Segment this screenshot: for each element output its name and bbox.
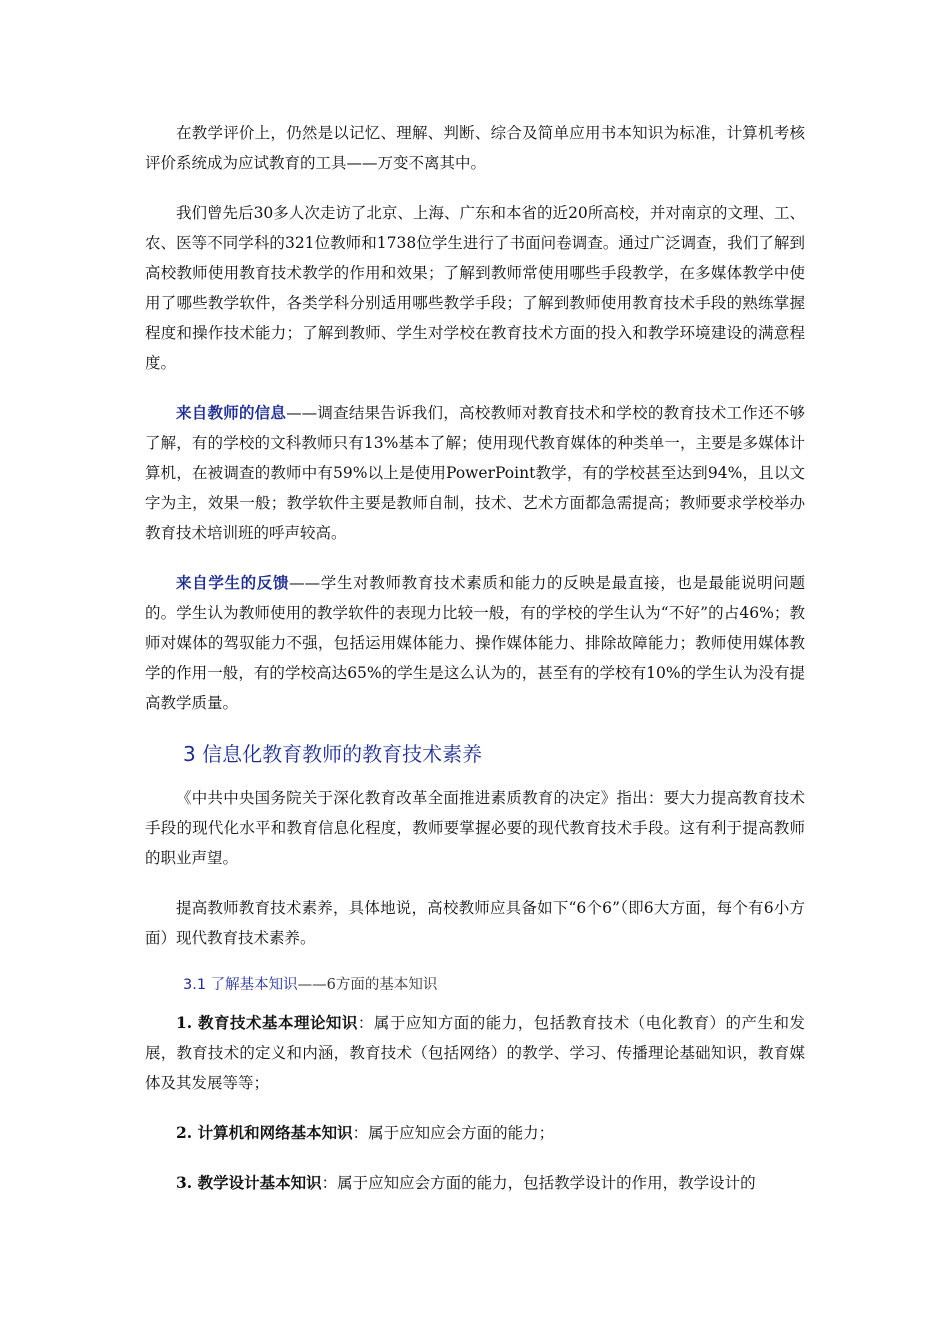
teacher-info-text: ——调查结果告诉我们，高校教师对教育技术和学校的教育技术工作还不够了解，有的学校的文科教师只有13%基本了解；使用现代教育媒体的种类单一，主要是多媒体计算机，在被调查的教师中有59%以上是使用PowerPoint教学，有的学校甚至达到94%，且以文字为主，效果一般；教学软件主要是教师自制，技术、艺术方面都急需提高；教师要求学校举办教育技术培训班的呼声较高。 xyxy=(145,404,805,542)
teacher-info-lead: 来自教师的信息 xyxy=(176,403,287,422)
list-item-2-lead: 2. 计算机和网络基本知识 xyxy=(176,1123,353,1142)
list-item-2 xyxy=(145,1118,805,1148)
paragraph-evaluation: 在教学评价上，仍然是以记忆、理解、判断、综合及简单应用书本知识为标准，计算机考核评价系统成为应试教育的工具——万变不离其中。 xyxy=(145,124,805,172)
paragraph-six-sixes: 提高教师教育技术素养，具体地说，高校教师应具备如下“6个6”（即6大方面，每个有6小方面）现代教育技术素养。 xyxy=(145,899,805,947)
paragraph-decision: 《中共中央国务院关于深化教育改革全面推进素质教育的决定》指出：要大力提高教育技术手段的现代化水平和教育信息化程度，教师要掌握必要的现代教育技术手段。这有利于提高教师的职业声望。 xyxy=(145,789,805,867)
list-item-2-text: ：属于应知应会方面的能力； xyxy=(352,1124,555,1142)
document-body xyxy=(145,118,805,1198)
list-item-1 xyxy=(145,1008,805,1098)
section-3-heading: 3 信息化教育教师的教育技术素养 xyxy=(183,742,483,766)
paragraph-survey: 我们曾先后30多人次走访了北京、上海、广东和本省的近20所高校，并对南京的文理、工、农、医等不同学科的321位教师和1738位学生进行了书面问卷调查。通过广泛调查，我们了解到高校教师使用教育技术教学的作用和效果；了解到教师常使用哪些手段教学，在多媒体教学中使用了哪些教学软件，各类学科分别适用哪些教学手段；了解到教师使用教育技术手段的熟练掌握程度和操作技术能力；了解到教师、学生对学校在教育技术方面的投入和教学环境建设的满意程度。 xyxy=(145,204,805,372)
student-feedback-lead: 来自学生的反馈 xyxy=(176,573,290,592)
list-item-1-lead: 1. 教育技术基本理论知识 xyxy=(176,1013,358,1032)
section-3-1-heading xyxy=(183,973,805,994)
list-item-3-text: ：属于应知应会方面的能力，包括教学设计的作用，教学设计的 xyxy=(321,1174,756,1192)
section-3-1-number: 3.1 xyxy=(183,977,211,993)
student-feedback-text: ——学生对教师教育技术素质和能力的反映是最直接，也是最能说明问题的。学生认为教师使用的教学软件的表现力比较一般，有的学校的学生认为“不好”的占46%；教师对媒体的驾驭能力不强，包括运用媒体能力、操作媒体能力、排除故障能力；教师使用媒体教学的作用一般，有的学校高达65%的学生是这么认为的，甚至有的学校有10%的学生认为没有提高教学质量。 xyxy=(145,574,805,712)
paragraph-teacher-info xyxy=(145,398,805,548)
section-3-1-title: 了解基本知识 xyxy=(210,977,298,993)
list-item-3 xyxy=(145,1168,805,1198)
paragraph-student-feedback xyxy=(145,568,805,718)
list-item-1-text: ：属于应知方面的能力，包括教育技术（电化教育）的产生和发展，教育技术的定义和内涵，教育技术（包括网络）的教学、学习、传播理论基础知识，教育媒体及其发展等等； xyxy=(145,1014,805,1092)
section-3-1-subtitle: ——6方面的基本知识 xyxy=(297,977,438,993)
list-item-3-lead: 3. 教学设计基本知识 xyxy=(176,1173,322,1192)
